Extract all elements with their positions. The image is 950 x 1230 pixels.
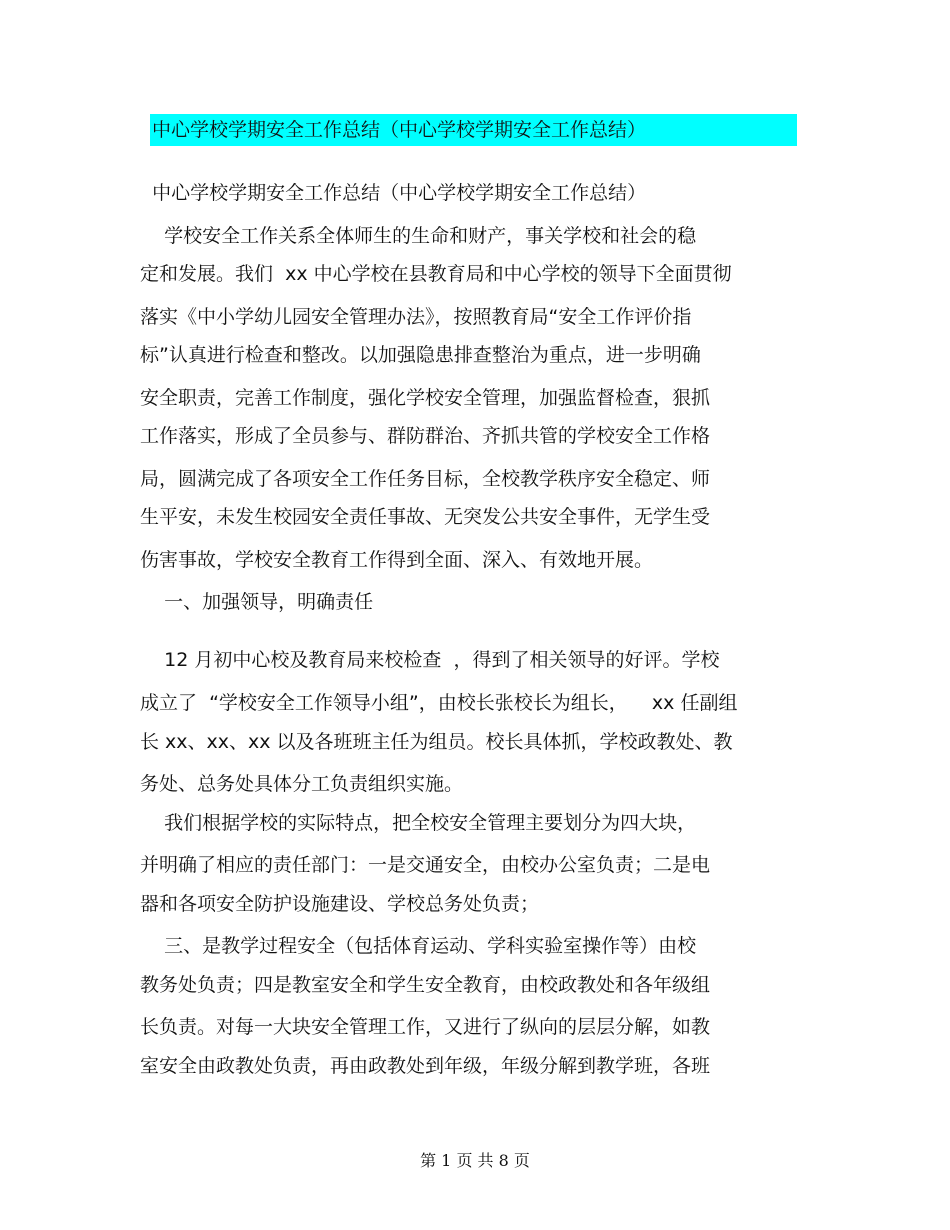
body-text-line: 伤害事故，学校安全教育工作得到全面、深入、有效地开展。 (140, 549, 654, 571)
document-title: 中心学校学期安全工作总结（中心学校学期安全工作总结） (150, 114, 797, 146)
body-text-line: 学校安全工作关系全体师生的生命和财产，事关学校和社会的稳 (140, 225, 697, 247)
body-text-line: 教务处负责；四是教室安全和学生安全教育，由校政教处和各年级组 (140, 974, 711, 996)
body-text-line: 并明确了相应的责任部门：一是交通安全，由校办公室负责；二是电 (140, 854, 711, 876)
body-text-line: 12 月初中心校及教育局来校检查 ，得到了相关领导的好评。学校 (140, 649, 720, 671)
body-text-line: 长负责。对每一大块安全管理工作，又进行了纵向的层层分解，如教 (140, 1016, 711, 1038)
body-text-line: 我们根据学校的实际特点，把全校安全管理主要划分为四大块， (140, 812, 697, 834)
body-text-line: 器和各项安全防护设施建设、学校总务处负责； (140, 893, 540, 915)
body-text-line: 一、加强领导，明确责任 (140, 591, 374, 613)
body-text-line: 定和发展。我们 xx 中心学校在县教育局和中心学校的领导下全面贯彻 (140, 263, 732, 285)
body-text-line: 三、是教学过程安全（包括体育运动、学科实验室操作等）由校 (140, 935, 697, 957)
page-footer: 第 1 页 共 8 页 (420, 1151, 530, 1170)
body-text-line: 落实《中小学幼儿园安全管理办法》，按照教育局“安全工作评价指 (140, 306, 692, 328)
body-text-line: 长 xx、xx、xx 以及各班班主任为组员。校长具体抓，学校政教处、教 (140, 731, 733, 753)
body-text-line: 务处、总务处具体分工负责组织实施。 (140, 773, 464, 795)
body-text-line: 标”认真进行检查和整改。以加强隐患排查整治为重点，进一步明确 (140, 344, 701, 366)
body-text-line: 生平安，未发生校园安全责任事故、无突发公共安全事件，无学生受 (140, 506, 711, 528)
body-text-line: 局，圆满完成了各项安全工作任务目标，全校教学秩序安全稳定、师 (140, 468, 711, 490)
body-text-line: 成立了 “学校安全工作领导小组”，由校长张校长为组长， xx 任副组 (140, 692, 738, 714)
body-text-line: 安全职责，完善工作制度，强化学校安全管理，加强监督检查，狠抓 (140, 387, 711, 409)
body-text-line: 工作落实，形成了全员参与、群防群治、齐抓共管的学校安全工作格 (140, 425, 711, 447)
document-subtitle: 中心学校学期安全工作总结（中心学校学期安全工作总结） (140, 182, 647, 204)
body-text-line: 室安全由政教处负责，再由政教处到年级，年级分解到教学班，各班 (140, 1055, 711, 1077)
